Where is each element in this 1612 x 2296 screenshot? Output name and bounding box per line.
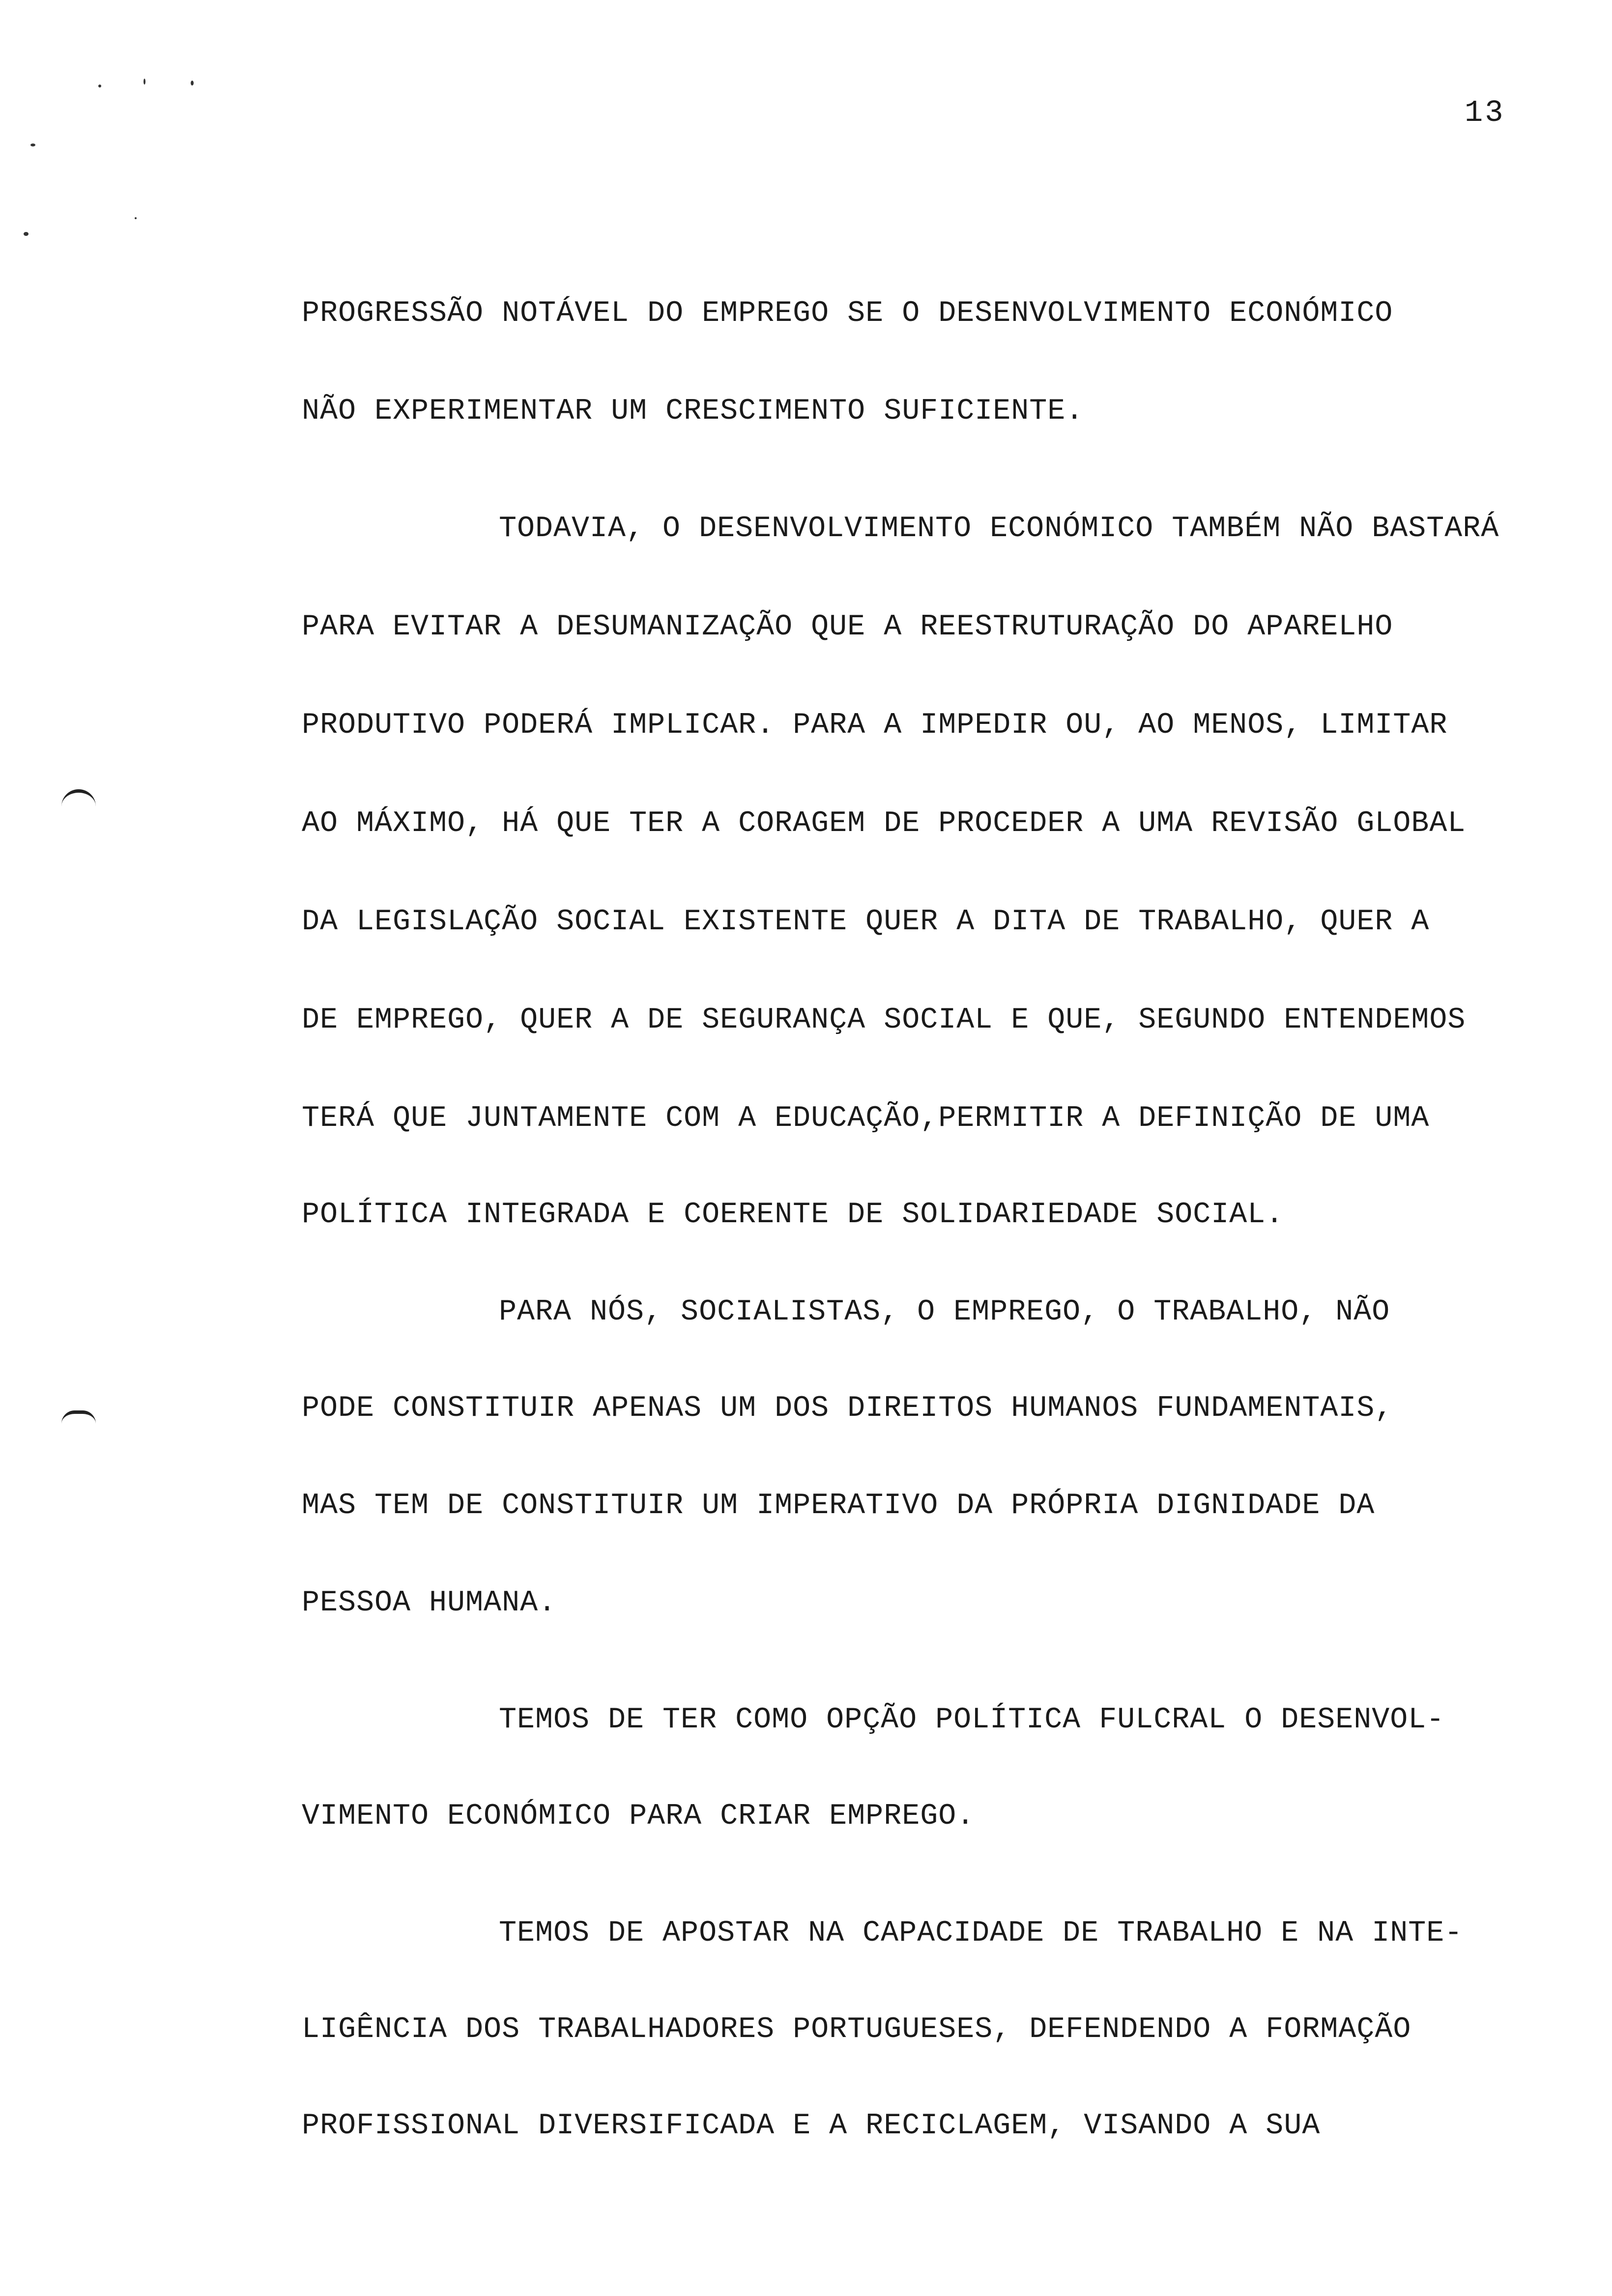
scan-speck <box>191 81 194 86</box>
text-line: PARA NÓS, SOCIALISTAS, O EMPREGO, O TRABALHO, NÃO <box>499 1295 1390 1329</box>
text-line: PODE CONSTITUIR APENAS UM DOS DIREITOS HUMANOS FUNDAMENTAIS, <box>302 1392 1393 1425</box>
text-line: PROFISSIONAL DIVERSIFICADA E A RECICLAGEM, VISANDO A SUA <box>302 2109 1321 2143</box>
margin-mark <box>61 789 96 807</box>
text-line: TEMOS DE TER COMO OPÇÃO POLÍTICA FULCRAL O DESENVOL- <box>499 1703 1445 1737</box>
margin-mark <box>61 1410 96 1424</box>
text-line: POLÍTICA INTEGRADA E COERENTE DE SOLIDARIEDADE SOCIAL. <box>302 1198 1284 1232</box>
page-number: 13 <box>1465 95 1505 130</box>
scan-speck <box>24 232 29 236</box>
scan-speck <box>30 144 35 146</box>
text-line: AO MÁXIMO, HÁ QUE TER A CORAGEM DE PROCEDER A UMA REVISÃO GLOBAL <box>302 807 1466 840</box>
text-line: TEMOS DE APOSTAR NA CAPACIDADE DE TRABALHO E NA INTE- <box>499 1917 1463 1950</box>
scan-speck <box>98 85 101 87</box>
text-line: PESSOA HUMANA. <box>302 1586 557 1620</box>
text-line: TERÁ QUE JUNTAMENTE COM A EDUCAÇÃO,PERMITIR A DEFINIÇÃO DE UMA <box>302 1102 1430 1135</box>
text-line: PRODUTIVO PODERÁ IMPLICAR. PARA A IMPEDIR OU, AO MENOS, LIMITAR <box>302 709 1448 742</box>
text-line: TODAVIA, O DESENVOLVIMENTO ECONÓMICO TAMBÉM NÃO BASTARÁ <box>499 512 1499 545</box>
text-line: LIGÊNCIA DOS TRABALHADORES PORTUGUESES, DEFENDENDO A FORMAÇÃO <box>302 2013 1411 2046</box>
text-line: VIMENTO ECONÓMICO PARA CRIAR EMPREGO. <box>302 1800 975 1833</box>
text-line: NÃO EXPERIMENTAR UM CRESCIMENTO SUFICIENTE. <box>302 395 1084 428</box>
text-line: PARA EVITAR A DESUMANIZAÇÃO QUE A REESTRUTURAÇÃO DO APARELHO <box>302 610 1393 644</box>
scan-speck <box>135 217 137 219</box>
text-line: MAS TEM DE CONSTITUIR UM IMPERATIVO DA PRÓPRIA DIGNIDADE DA <box>302 1489 1375 1522</box>
text-line: DE EMPREGO, QUER A DE SEGURANÇA SOCIAL E QUE, SEGUNDO ENTENDEMOS <box>302 1004 1466 1037</box>
text-line: PROGRESSÃO NOTÁVEL DO EMPREGO SE O DESENVOLVIMENTO ECONÓMICO <box>302 297 1393 330</box>
text-line: DA LEGISLAÇÃO SOCIAL EXISTENTE QUER A DITA DE TRABALHO, QUER A <box>302 905 1430 939</box>
scan-speck <box>144 79 145 85</box>
